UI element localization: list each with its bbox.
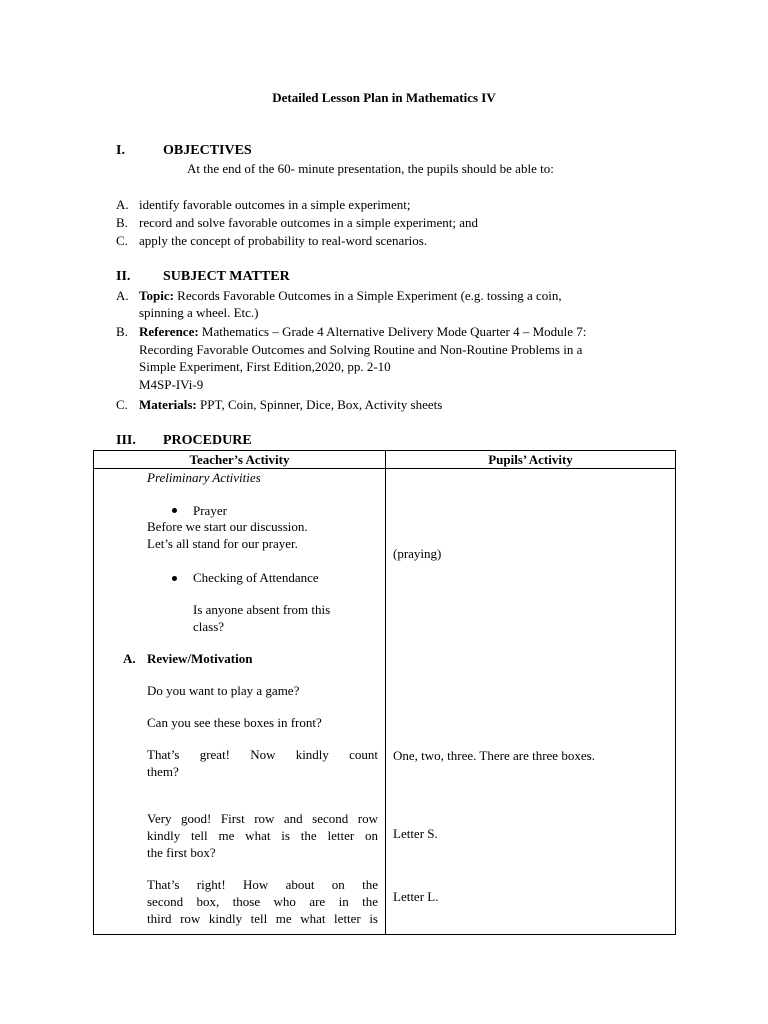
- question-count-line-2: them?: [147, 764, 179, 779]
- pupils-activity-header: Pupils’ Activity: [488, 452, 573, 467]
- subject-matter-c-letter: C.: [116, 397, 128, 412]
- first-box-response: Letter S.: [393, 826, 438, 841]
- subject-matter-heading: SUBJECT MATTER: [163, 269, 290, 284]
- review-letter: A.: [123, 651, 136, 666]
- procedure-table: [93, 450, 676, 935]
- table-column-divider: [385, 451, 386, 934]
- topic-line-2: spinning a wheel. Etc.): [139, 305, 259, 320]
- teacher-activity-header: Teacher’s Activity: [189, 452, 290, 467]
- attendance-bullet-text: Checking of Attendance: [193, 570, 319, 585]
- reference-text: Mathematics – Grade 4 Alternative Delivery Mode Quarter 4 – Module 7:: [198, 324, 587, 339]
- reference-line-4: M4SP-IVi-9: [139, 377, 204, 392]
- prayer-line-1: Before we start our discussion.: [147, 519, 308, 534]
- topic-text: Records Favorable Outcomes in a Simple Experiment (e.g. tossing a coin,: [173, 288, 562, 303]
- materials-label: Materials:: [139, 397, 197, 412]
- reference-line-1: [139, 323, 586, 340]
- document-title: Detailed Lesson Plan in Mathematics IV: [272, 90, 496, 105]
- procedure-heading: PROCEDURE: [163, 433, 252, 448]
- objective-c-text: apply the concept of probability to real-word scenarios.: [139, 233, 428, 248]
- praying-response: (praying): [393, 546, 442, 561]
- prayer-line-2: Let’s all stand for our prayer.: [147, 536, 298, 551]
- question-first-box-line-2: kindly tell me what is the letter on: [147, 828, 378, 843]
- second-box-response: Letter L.: [393, 889, 439, 904]
- subject-matter-number: II.: [116, 269, 131, 284]
- objectives-heading: OBJECTIVES: [163, 143, 252, 158]
- materials-line: [139, 396, 442, 413]
- bullet-icon: [172, 508, 177, 513]
- reference-label: Reference:: [139, 324, 199, 339]
- question-second-box-line-2: second box, those who are in the: [147, 894, 378, 909]
- reference-line-3: Simple Experiment, First Edition,2020, pp. 2-10: [139, 359, 391, 374]
- materials-text: PPT, Coin, Spinner, Dice, Box, Activity sheets: [196, 397, 443, 412]
- reference-line-2: Recording Favorable Outcomes and Solving Routine and Non-Routine Problems in a: [139, 342, 583, 357]
- objective-b-text: record and solve favorable outcomes in a simple experiment; and: [139, 215, 478, 230]
- topic-line-1: [139, 287, 562, 304]
- prayer-bullet-text: Prayer: [193, 503, 227, 518]
- question-count-line-1: That’s great! Now kindly count: [147, 747, 378, 762]
- question-first-box-line-1: Very good! First row and second row: [147, 811, 378, 826]
- preliminary-activities-label: Preliminary Activities: [147, 470, 261, 485]
- bullet-icon: [172, 576, 177, 581]
- absent-question-line-2: class?: [193, 619, 225, 634]
- question-second-box-line-1: That’s right! How about on the: [147, 877, 378, 892]
- count-boxes-response: One, two, three. There are three boxes.: [393, 748, 595, 763]
- objectives-intro: At the end of the 60- minute presentation, the pupils should be able to:: [187, 161, 554, 176]
- objectives-number: I.: [116, 143, 125, 158]
- objective-a-text: identify favorable outcomes in a simple experiment;: [139, 197, 411, 212]
- review-motivation-heading: Review/Motivation: [147, 651, 253, 666]
- procedure-number: III.: [116, 433, 136, 448]
- subject-matter-b-letter: B.: [116, 324, 128, 339]
- objective-b-letter: B.: [116, 215, 128, 230]
- topic-label: Topic:: [139, 288, 174, 303]
- question-second-box-line-3: third row kindly tell me what letter is: [147, 911, 378, 926]
- question-see-boxes: Can you see these boxes in front?: [147, 715, 322, 730]
- subject-matter-a-letter: A.: [116, 288, 129, 303]
- objective-a-letter: A.: [116, 197, 129, 212]
- question-play-game: Do you want to play a game?: [147, 683, 300, 698]
- question-first-box-line-3: the first box?: [147, 845, 216, 860]
- absent-question-line-1: Is anyone absent from this: [193, 602, 331, 617]
- objective-c-letter: C.: [116, 233, 128, 248]
